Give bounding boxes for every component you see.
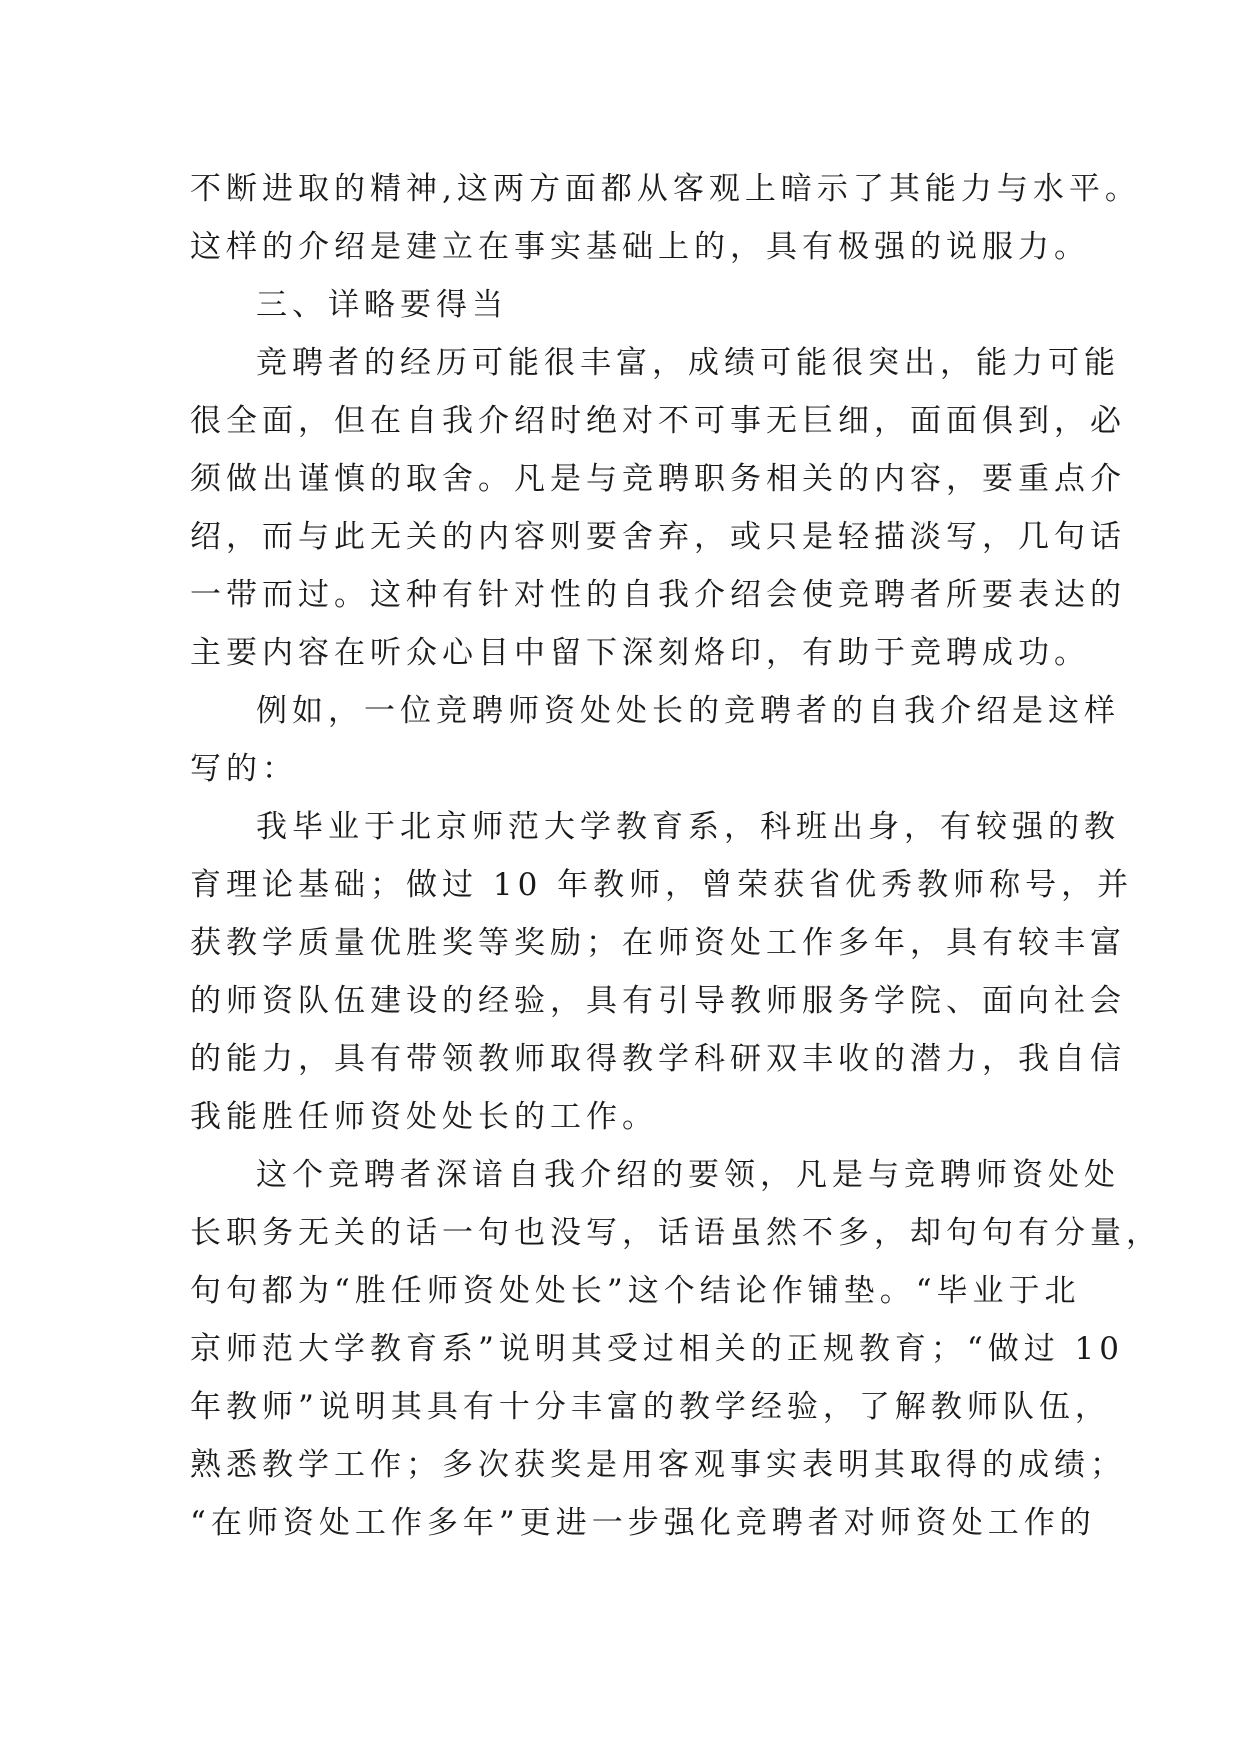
text-line: “在师资处工作多年”更进一步强化竞聘者对师资处工作的 (190, 1505, 1096, 1541)
text-line: 很全面，但在自我介绍时绝对不可事无巨细，面面俱到，必 (190, 403, 1126, 439)
text-line: 这样的介绍是建立在事实基础上的，具有极强的说服力。 (190, 229, 1090, 265)
body-text (190, 160, 1162, 1552)
quote-line: 我能胜任师资处处长的工作。 (190, 1099, 658, 1135)
text-line: 不断进取的精神,这两方面都从客观上暗示了其能力与水平。 (190, 171, 1141, 207)
text-line: 绍，而与此无关的内容则要舍弃，或只是轻描淡写，几句话 (190, 519, 1126, 555)
text-line: 例如，一位竞聘师资处处长的竞聘者的自我介绍是这样 (256, 693, 1120, 729)
text-line: 年教师”说明其具有十分丰富的教学经验，了解教师队伍， (190, 1389, 1111, 1425)
text-line: 这个竞聘者深谙自我介绍的要领，凡是与竞聘师资处处 (256, 1157, 1120, 1193)
quote-line: 获教学质量优胜奖等奖励；在师资处工作多年，具有较丰富 (190, 925, 1126, 961)
text-line: 句句都为“胜任师资处处长”这个结论作铺垫。“毕业于北 (190, 1273, 1081, 1309)
text-line: 须做出谨慎的取舍。凡是与竞聘职务相关的内容，要重点介 (190, 461, 1126, 497)
text-line: 熟悉教学工作；多次获奖是用客观事实表明其取得的成绩； (190, 1447, 1126, 1483)
quote-line: 育理论基础；做过 10 年教师，曾荣获省优秀教师称号，并 (190, 867, 1134, 903)
text-line: 一带而过。这种有针对性的自我介绍会使竞聘者所要表达的 (190, 577, 1126, 613)
quote-line: 的师资队伍建设的经验，具有引导教师服务学院、面向社会 (190, 983, 1126, 1019)
text-line: 主要内容在听众心目中留下深刻烙印，有助于竞聘成功。 (190, 635, 1090, 671)
section-heading: 三、详略要得当 (256, 287, 508, 323)
quote-line: 我毕业于北京师范大学教育系，科班出身，有较强的教 (256, 809, 1120, 845)
text-line: 京师范大学教育系”说明其受过相关的正规教育；“做过 10 (190, 1331, 1124, 1367)
text-line: 长职务无关的话一句也没写，话语虽然不多，却句句有分量， (190, 1215, 1162, 1251)
text-line: 竞聘者的经历可能很丰富，成绩可能很突出，能力可能 (256, 345, 1120, 381)
text-line: 写的： (190, 751, 298, 787)
quote-line: 的能力，具有带领教师取得教学科研双丰收的潜力，我自信 (190, 1041, 1126, 1077)
